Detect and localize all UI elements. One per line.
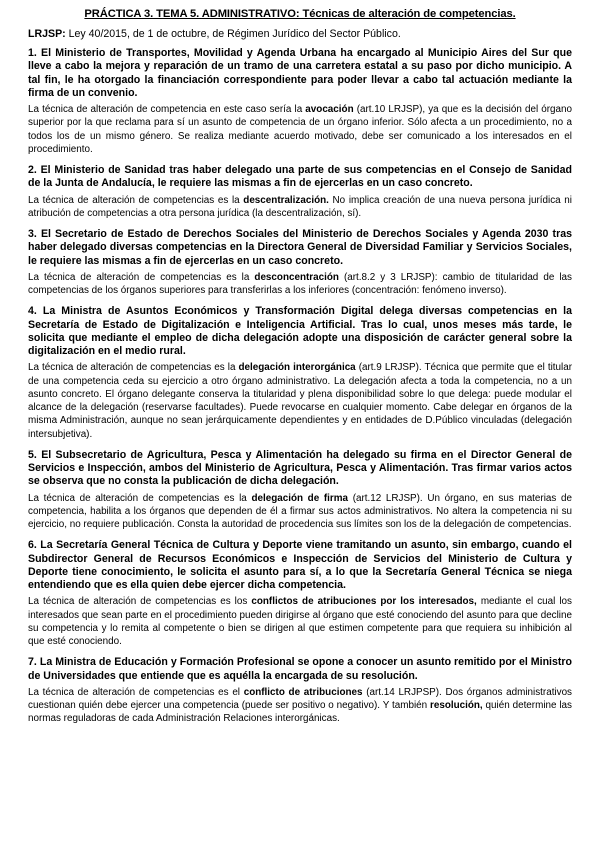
answer-post: (art.10 LRJSP), ya que es la decisión del órgano superior por la que reclama para sí un asunto de competencia de un órgano inferior. Sólo afecta a un procedimiento, no a todos los de un mismo género. Se realiza mediante acuerdo motivado, debe ser comunicado a los interesados en el procedimiento. (28, 104, 572, 155)
answer-term: descentralización. (243, 194, 329, 206)
answer-term: conflicto de atribuciones (243, 686, 363, 698)
answer-post: (art.9 LRJSP). Técnica que permite que el titular de una competencia ceda su ejercicio a otro órgano administrativo. La delegación afecta a toda la competencia, no a un asunto concreto. El órgano delegante conserva la titularidad y plena disponibilidad sobre lo que delega: puede modular el alcance de la delegación (reservarse facultades). Puede revocarse en cualquier momento. Cabe delegar en órganos de la misma Administración, aunque no sean jerárquicamente dependientes y en entidades de D.Público vinculadas (delegación intersubjetiva). (28, 362, 572, 440)
answer-post: No implica creación de una nueva persona jurídica ni atribución de competencias a otra persona jurídica (la descentralización, sí). (28, 194, 572, 219)
question-text: 1. El Ministerio de Transportes, Movilidad y Agenda Urbana ha encargado al Municipio Aires del Sur que lleve a cabo la mejora y reparación de un tramo de una carretera estatal a su paso por dicho municipio. A tal fin, le ha otorgado la financiación correspondiente para poder llevar a cabo tal actuación mediante la firma de un convenio. (28, 47, 572, 99)
question-text: 3. El Secretario de Estado de Derechos Sociales del Ministerio de Derechos Sociales y Agenda 2030 tras haber delegado diversas competencias en la Directora General de Diversidad Familiar y Servicios Sociales, le requiere las mismas a fin de ejercerlas en un caso concreto. (28, 228, 572, 267)
answer-term: avocación (305, 104, 354, 116)
answer-text (28, 194, 572, 220)
answer-pre: La técnica de alteración de competencias es la (28, 271, 255, 283)
answer-pre: La técnica de alteración de competencias es los (28, 596, 252, 608)
question-text: 7. La Ministra de Educación y Formación Profesional se opone a conocer un asunto remitido por el Ministro de Universidades que entiende que es aquélla la encargada de su resolución. (28, 656, 572, 682)
answer-text (28, 361, 572, 440)
answer-term: conflictos de atribuciones por los interesados, (251, 596, 477, 608)
answer-text (28, 271, 572, 297)
answer-post: (art.12 LRJSP). Un órgano, en sus materias de competencia, habilita a los órganos que dependen de él a firmar sus actos administrativos. No altera la competencia ni su ejercicio, no requiere publicación. Consta la autoridad de procedencia sus límites son los de la delegación de competencias. (28, 492, 572, 530)
question-text: 6. La Secretaría General Técnica de Cultura y Deporte viene tramitando un asunto, sin embargo, cuando el Subdirector General de Recursos Económicos e Inspección de Servicios del Ministerio de Cultura y Deporte tiene conocimiento, le solicita el asunto para sí, a lo que la Secretaría General Técnica se niega entendiendo que es ella quien debe ejercer dicha competencia. (28, 539, 572, 592)
intro-text: Ley 40/2015, de 1 de octubre, de Régimen Jurídico del Sector Público. (65, 28, 401, 40)
answer-text (28, 103, 572, 156)
intro-line (28, 28, 572, 40)
answer-post: (art.14 LRJPSP). Dos órganos administrativos cuestionan quién debe ejercer una competencia (puede ser positivo o negativo). Y también (28, 686, 572, 711)
question-3 (28, 228, 572, 297)
answer-term: desconcentración (254, 271, 339, 283)
answer-post: (art.8.2 y 3 LRJSP): cambio de titularidad de las competencias de los órganos superiores para transferirlas a los inferiores (concentración: fenómeno inverso). (28, 271, 572, 297)
question-text: 2. El Ministerio de Sanidad tras haber delegado una parte de sus competencias en el Consejo de Sanidad de la Junta de Andalucía, le requiere las mismas a fin de ejercerlas en un caso concreto. (28, 164, 572, 190)
question-2 (28, 164, 572, 220)
question-7 (28, 656, 572, 725)
answer-pre: La técnica de alteración de competencias es la (28, 492, 252, 504)
page-title: PRÁCTICA 3. TEMA 5. ADMINISTRATIVO: Técnicas de alteración de competencias. (84, 8, 516, 20)
answer-text (28, 686, 572, 726)
intro-label: LRJSP: (28, 28, 66, 40)
answer-text (28, 492, 572, 532)
answer-pre: La técnica de alteración de competencia en este caso sería la (28, 104, 306, 116)
answer-term: delegación interorgánica (238, 362, 356, 374)
answer-post: mediante el cual los interesados que sean parte en el procedimiento pueden dirigirse al órgano que esté conociendo del asunto para que decline su competencia y lo remita al competente o bien se dirigen al que estimen competente para que requiera su inhibición al que esté conociendo. (28, 596, 572, 647)
question-5 (28, 449, 572, 532)
answer-text (28, 595, 572, 648)
question-1 (28, 47, 572, 156)
answer-pre: La técnica de alteración de competencias es la (28, 194, 244, 206)
answer-term: delegación de firma (251, 492, 349, 504)
question-text: 5. El Subsecretario de Agricultura, Pesca y Alimentación ha delegado su firma en el Director General de Servicios e Inspección, ambos del Ministerio de Agricultura, Pesca y Alimentación. Tras firmar varios actos se observa que no consta la publicación de dicha delegación. (28, 448, 572, 488)
answer-pre: La técnica de alteración de competencias es el (28, 686, 244, 698)
answer-pre: La técnica de alteración de competencias es la (28, 362, 239, 374)
question-text: 4. La Ministra de Asuntos Económicos y Transformación Digital delega diversas competencias en la Secretaría de Estado de Digitalización e Inteligencia Artificial. Tras lo cual, unos meses más tarde, le solicita que mediante el empleo de dicha delegación adopte una disposición de carácter general sobre la digitalización en el medio rural. (28, 305, 572, 358)
question-6 (28, 539, 572, 648)
question-4 (28, 305, 572, 440)
answer-post-2: quién determine las normas reguladoras de cada Administración Relaciones interorgánicas. (28, 700, 572, 725)
answer-term-2: resolución, (430, 700, 483, 711)
